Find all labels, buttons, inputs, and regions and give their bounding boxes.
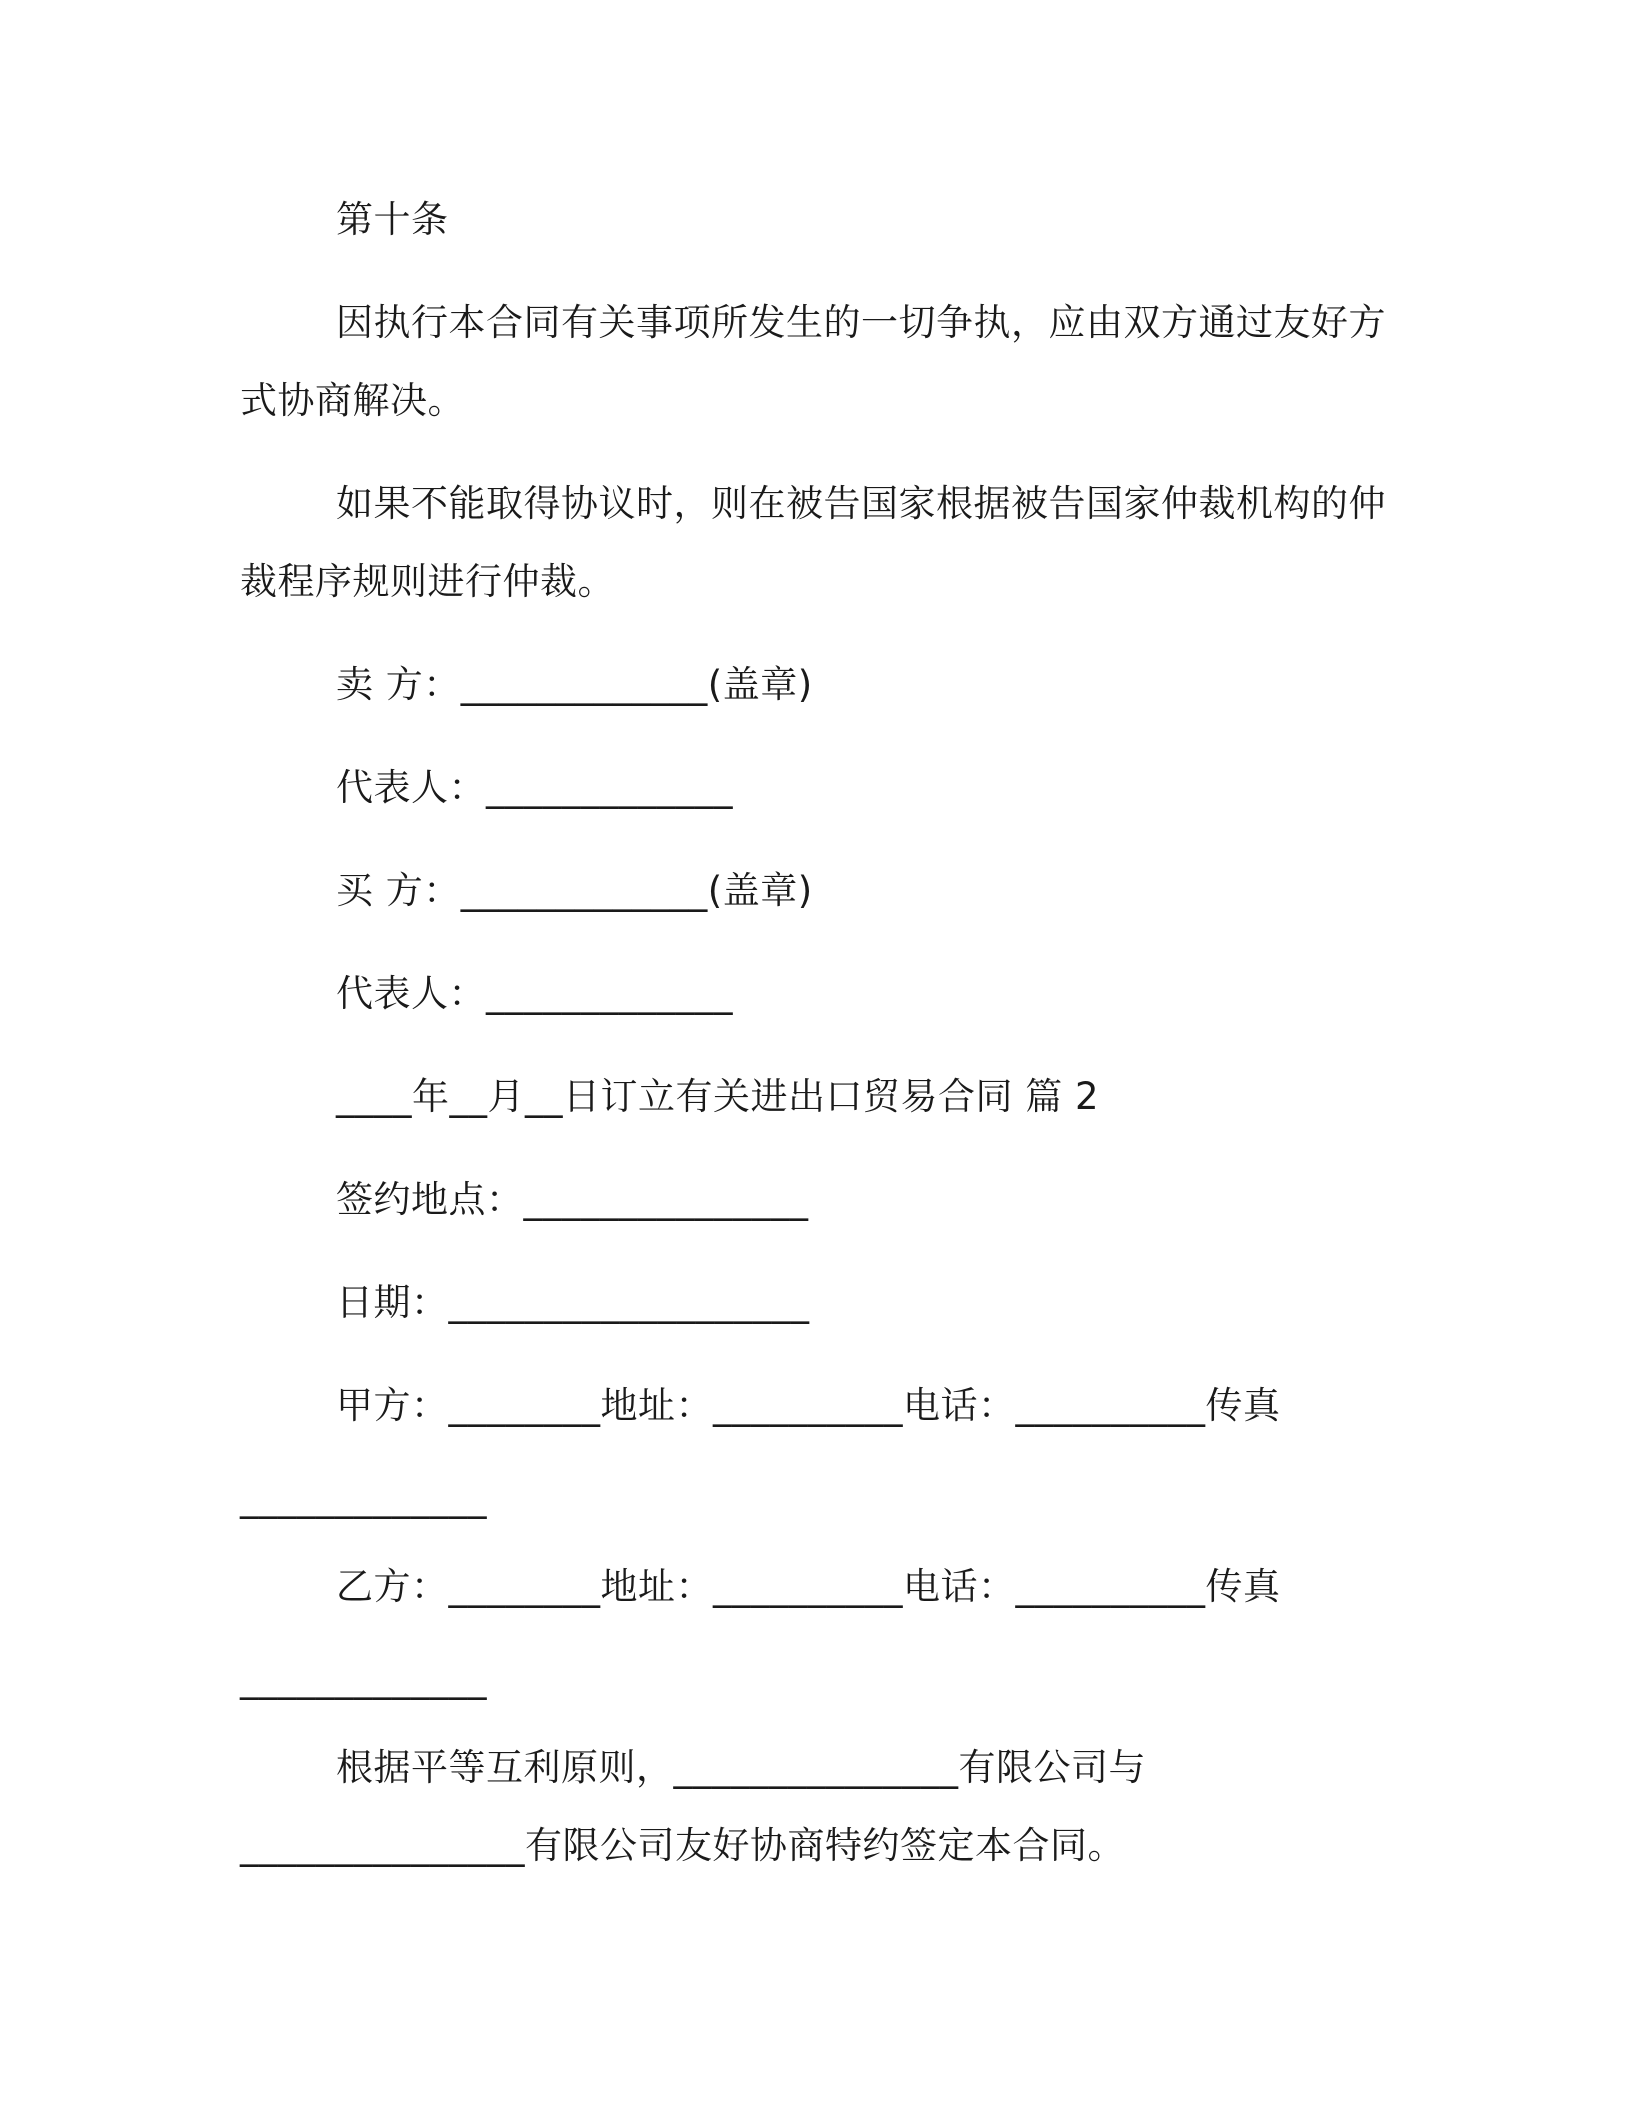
party-a-fax-blank: _____________	[240, 1476, 487, 1519]
signing-place-line: 签约地点：_______________	[336, 1178, 809, 1221]
date-line: 日期：___________________	[336, 1281, 810, 1324]
paragraph-dispute-line-2: 式协商解决。	[240, 379, 465, 422]
party-b-info-line: 乙方：________地址：__________电话：__________传真	[336, 1565, 1281, 1608]
party-a-info-line: 甲方：________地址：__________电话：__________传真	[336, 1384, 1281, 1427]
preamble-line-2: _______________有限公司友好协商特约签定本合同。	[240, 1824, 1125, 1867]
article-heading: 第十条	[336, 198, 449, 241]
paragraph-dispute-line-1: 因执行本合同有关事项所发生的一切争执，应由双方通过友好方	[336, 301, 1386, 344]
party-b-fax-blank: _____________	[240, 1657, 487, 1700]
seller-signature-line: 卖 方：_____________(盖章)	[336, 663, 813, 706]
contract-title-line: ____年__月__日订立有关进出口贸易合同 篇 2	[336, 1075, 1100, 1118]
preamble-line-1: 根据平等互利原则，_______________有限公司与	[336, 1746, 1146, 1789]
paragraph-arbitration-line-2: 裁程序规则进行仲裁。	[240, 560, 615, 603]
buyer-representative-line: 代表人：_____________	[336, 972, 733, 1015]
paragraph-arbitration-line-1: 如果不能取得协议时，则在被告国家根据被告国家仲裁机构的仲	[336, 482, 1386, 525]
buyer-signature-line: 买 方：_____________(盖章)	[336, 869, 813, 912]
seller-representative-line: 代表人：_____________	[336, 766, 733, 809]
